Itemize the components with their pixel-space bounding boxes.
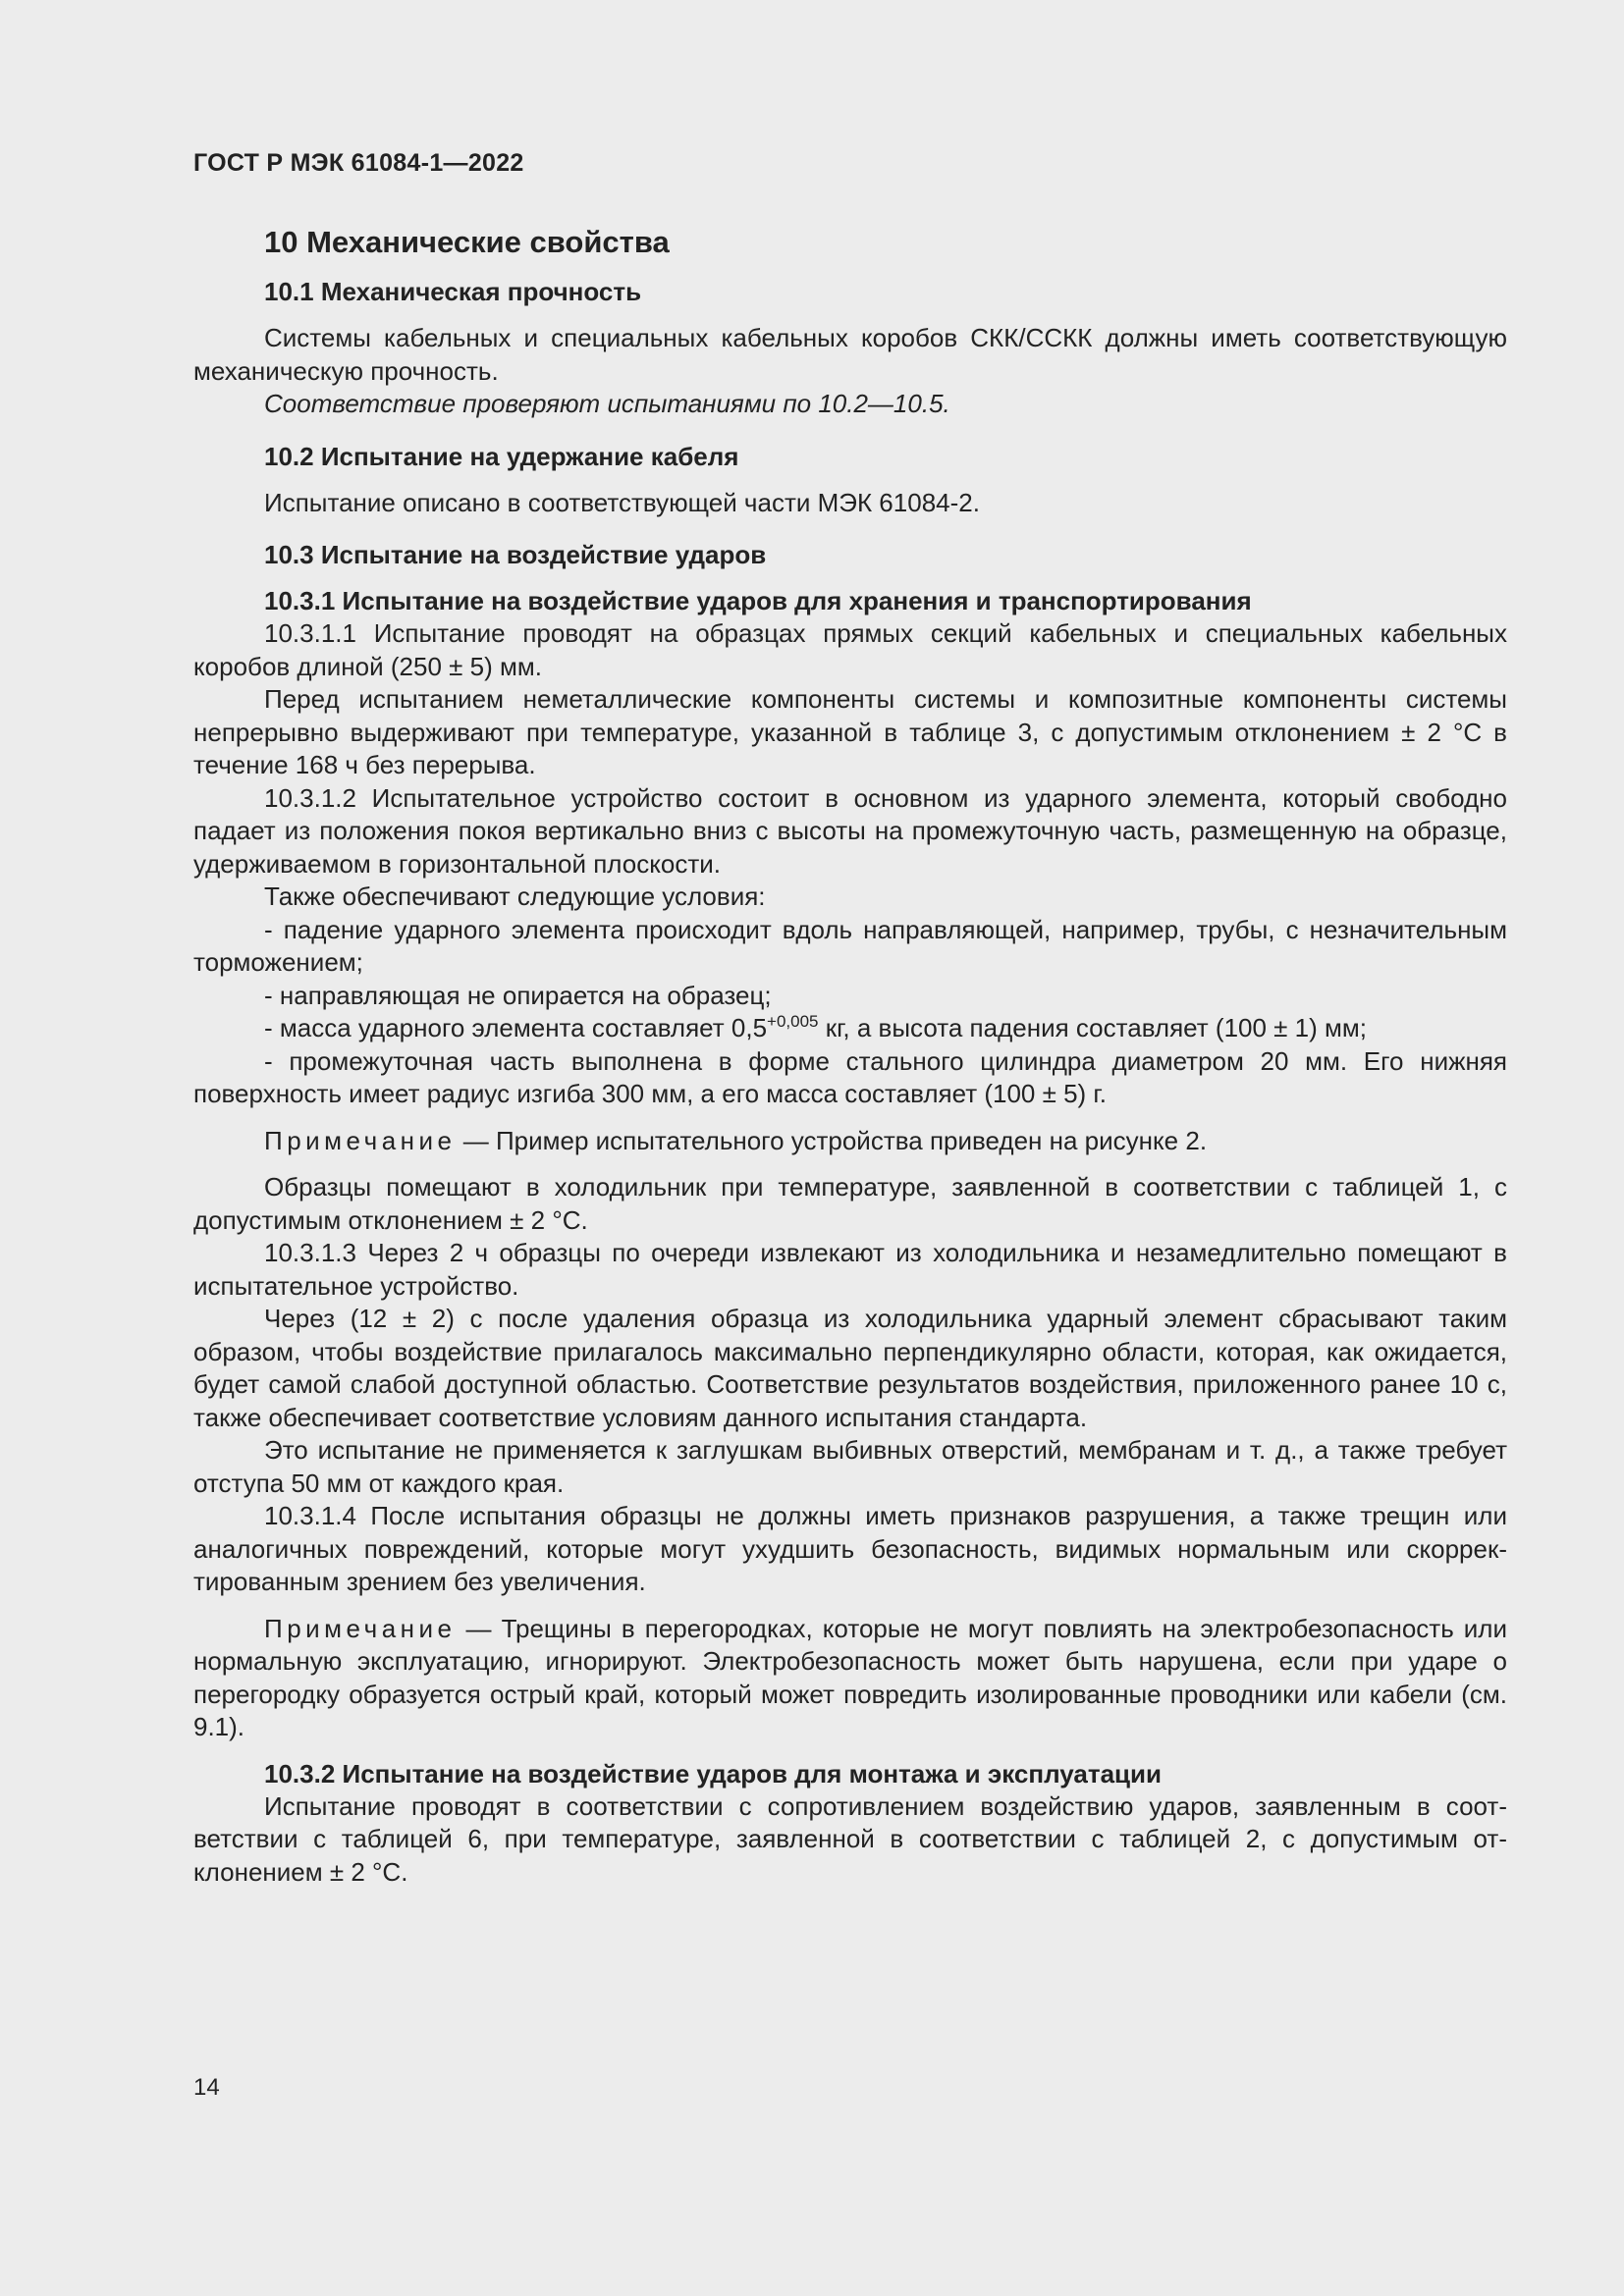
list-item: - падение ударного элемента происходит вдоль направляющей, например, трубы, с незначительным торможением; xyxy=(193,914,1507,977)
note xyxy=(193,1613,1507,1744)
paragraph: Это испытание не применяется к заглушкам выбивных отверстий, мембранам и т. д., а также требует отступа 50 мм от каждого края. xyxy=(193,1435,1507,1498)
document-body xyxy=(193,223,1507,1889)
note-label: Примечание xyxy=(264,1125,457,1155)
section-10-1-title: 10.1 Механическая прочность xyxy=(264,277,642,306)
list-item xyxy=(193,1012,1507,1045)
paragraph: Также обеспечивают следующие условия: xyxy=(264,881,766,911)
paragraph: 10.3.1.4 После испытания образцы не должны иметь признаков разрушения, а также трещин или аналогичных повреждений, которые могут ухудшить безопасность, видимых нормальным или скорректированным зрением без увеличения. xyxy=(193,1501,1507,1596)
paragraph: 10.3.1.2 Испытательное устройство состоит в основном из ударного элемента, который свободно падает из положения покоя вертикально вниз с высоты на промежуточную часть, размещенную на образце, удерживаемом в горизонтальной плоскости. xyxy=(193,782,1507,879)
paragraph: Испытание проводят в соответствии с сопротивлением воздействию ударов, заявленным в соответствии с таблицей 6, при температуре, заявленной в соответствии с таблицей 2, с допустимым отклонением ± 2 °С. xyxy=(193,1790,1507,1887)
paragraph: Через (12 ± 2) с после удаления образца из холодильника ударный элемент сбрасывают таким образом, чтобы воздействие прилагалось максимально перпендикулярно области, которая, как ожидается, будет самой слабой доступной областью. Соответствие результатов воздействия, приложенного ранее 10 с, также обеспечивает соответствие условиям данного испытания стандарта. xyxy=(193,1304,1507,1432)
list-item-text: - масса ударного элемента составляет 0,5 xyxy=(264,1013,768,1042)
list-item-text: кг, а высота падения составляет (100 ± 1) мм; xyxy=(818,1013,1367,1042)
paragraph: Системы кабельных и специальных кабельных коробов СКК/ССКК должны иметь соответствующую механическую прочность. xyxy=(193,323,1507,386)
paragraph: Испытание описано в соответствующей части МЭК 61084-2. xyxy=(264,487,980,517)
section-10-3-1-title: 10.3.1 Испытание на воздействие ударов для хранения и транспортирования xyxy=(264,586,1252,615)
list-item: - промежуточная часть выполнена в форме стального цилиндра диаметром 20 мм. Его нижняя поверхность имеет радиус изгиба 300 мм, а его масса составляет (100 ± 5) г. xyxy=(193,1045,1507,1108)
section-10-3-title: 10.3 Испытание на воздействие ударов xyxy=(264,540,767,569)
note-label: Примечание xyxy=(264,1613,457,1643)
paragraph: 10.3.1.1 Испытание проводят на образцах прямых секций кабельных и специальных кабельных коробов длиной (250 ± 5) мм. xyxy=(193,618,1507,681)
paragraph: Образцы помещают в холодильник при температуре, заявленной в соответствии с таблицей 1, с допустимым отклонением ± 2 °С. xyxy=(193,1172,1507,1235)
note-text: — Пример испытательного устройства приведен на рисунке 2. xyxy=(456,1125,1208,1155)
section-10-title: 10 Механические свойства xyxy=(264,225,670,259)
note xyxy=(193,1125,1507,1158)
section-10-3-2-title: 10.3.2 Испытание на воздействие ударов для монтажа и эксплуатации xyxy=(264,1758,1162,1789)
document-header: ГОСТ Р МЭК 61084-1—2022 xyxy=(193,149,524,177)
note-text: — Трещины в перегородках, которые не могут повлиять на электробезопасность или нормальную эксплуатацию, игнорируют. Электробезопасность может быть нарушена, если при ударе о перегородку образуется острый край, который может повредить изолированные проводники или кабели (см. 9.1). xyxy=(193,1613,1507,1741)
tolerance-superscript: +0,005 xyxy=(767,1012,819,1031)
paragraph-compliance: Соответствие проверяют испытаниями по 10.2—10.5. xyxy=(264,389,950,418)
section-10-2-title: 10.2 Испытание на удержание кабеля xyxy=(264,441,739,471)
paragraph: Перед испытанием неметаллические компоненты системы и композитные компоненты системы непрерывно выдерживают при температуре, указанной в таблице 3, с допустимым отклонением ± 2 °С в течение 168 ч без перерыва. xyxy=(193,684,1507,779)
page-number: 14 xyxy=(193,2074,220,2101)
paragraph: 10.3.1.3 Через 2 ч образцы по очереди извлекают из холодильника и незамедлительно помещают в испытательное устройство. xyxy=(193,1238,1507,1301)
document-page xyxy=(193,0,1507,2296)
list-item: - направляющая не опирается на образец; xyxy=(264,980,772,1010)
